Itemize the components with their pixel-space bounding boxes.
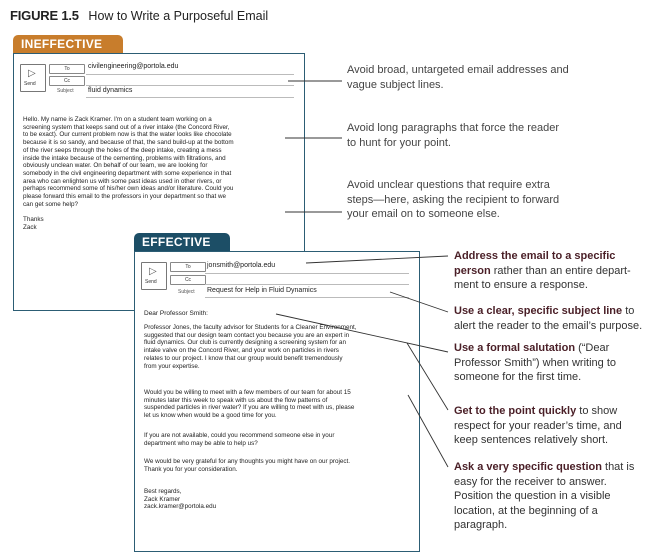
note-ineffective-paragraphs: Avoid long paragraphs that force the reader to hunt for your point.	[347, 122, 559, 149]
subject-label: Subject	[178, 289, 195, 295]
note-lead: Use a formal salutation	[454, 342, 576, 354]
figure-caption: How to Write a Purposeful Email	[88, 9, 269, 23]
subject-field[interactable]: Request for Help in Fluid Dynamics	[207, 287, 317, 294]
leader-line-eff-2	[390, 292, 448, 312]
email-closing: Best regards, Zack Kramer zack.kramer@portola.edu	[144, 488, 217, 511]
send-icon: ▷	[28, 68, 36, 79]
leader-line-eff-3	[276, 314, 448, 352]
subject-label: Subject	[57, 88, 74, 94]
send-label: Send	[24, 81, 36, 87]
note-effective-address	[454, 249, 669, 293]
leader-line-eff-1	[306, 256, 448, 263]
to-field[interactable]: civilengineering@portola.edu	[88, 63, 179, 70]
note-lead: Use a clear, specific subject line	[454, 305, 623, 317]
note-rest: (“Dear Professor Smith”) when writing to someone for the first time.	[454, 342, 616, 383]
to-button[interactable]: To	[49, 64, 85, 74]
ineffective-tab: INEFFECTIVE	[13, 35, 123, 53]
note-ineffective-questions: Avoid unclear questions that require extra steps—here, asking the recipient to forward your email on to someone else.	[347, 179, 560, 220]
note-rest: that is easy for the receiver to answer. Position the question in a visible location, at the beginning of a paragraph.	[454, 461, 635, 531]
email-paragraph-2: Would you be willing to meet with a few members of our team for about 15 minutes later this week to speak with us about the flow patterns of suspended particles in river water? If you are willing to meet with us, please let us know when would be a good time for you.	[144, 389, 355, 420]
note-lead: Address the email to a specific person	[454, 250, 616, 277]
effective-tab: EFFECTIVE	[134, 233, 230, 251]
to-field[interactable]: jonsmith@portola.edu	[207, 262, 276, 269]
email-body[interactable]: Hello. My name is Zack Kramer. I'm on a student team working on a screening system that keeps sand out of a river intake (the Concord River, to be exact). Our current problem now is that the water looks like chocolate because it is so sandy, and because of that, the sand build-up at the bottom of the river seeps through the holes of the deep intake, creating a mess inside the intake because of the cementing, problems with filtrations, and obviously unclean water. On behalf of our team, we are looking for somebody in the civil engineering department with some experience in that area who can enlighten us with some past ideas used in other rivers, or perhaps recommend some of his/her own ideas and/or literature. Could you please forward this email to the professors in your department so that we can get some help? Thanks Zack	[23, 116, 234, 231]
figure-number: FIGURE 1.5	[10, 8, 79, 23]
note-rest: to alert the reader to the email’s purpose.	[454, 305, 643, 332]
note-rest: to show respect for your reader’s time, and keep sentences relatively short.	[454, 405, 622, 446]
note-ineffective-address: Avoid broad, untargeted email addresses and vague subject lines.	[347, 64, 569, 91]
note-lead: Ask a very specific question	[454, 461, 602, 473]
note-effective-question	[454, 460, 669, 533]
email-paragraph-1: Professor Jones, the faculty advisor for Students for a Cleaner Environment, suggested that our design team contact you because you are an expert in fluid dynamics. Our club is currently designing a screening system for an intake valve on the Concord River, and your work on particles in rivers relates to our project. I know that our group would benefit tremendously from your expertise.	[144, 324, 357, 370]
email-paragraph-3: If you are not available, could you recommend someone else in your department who may be able to help us?	[144, 432, 335, 447]
note-effective-subject	[454, 304, 669, 333]
email-paragraph-4: We would be very grateful for any thoughts you might have on our project. Thank you for your consideration.	[144, 458, 351, 473]
note-effective-point	[454, 404, 669, 448]
cc-button[interactable]: Cc	[49, 76, 85, 86]
subject-field[interactable]: fluid dynamics	[88, 87, 133, 94]
leader-line-eff-5	[408, 395, 448, 467]
note-rest: rather than an entire depart- ment to ensure a response.	[454, 264, 631, 291]
salutation: Dear Professor Smith:	[144, 310, 208, 317]
to-button[interactable]: To	[170, 262, 206, 272]
send-icon: ▷	[149, 266, 157, 277]
cc-button[interactable]: Cc	[170, 275, 206, 285]
note-effective-salutation	[454, 341, 669, 385]
leader-line-eff-4	[407, 343, 448, 410]
send-label: Send	[145, 279, 157, 285]
note-lead: Get to the point quickly	[454, 405, 577, 417]
